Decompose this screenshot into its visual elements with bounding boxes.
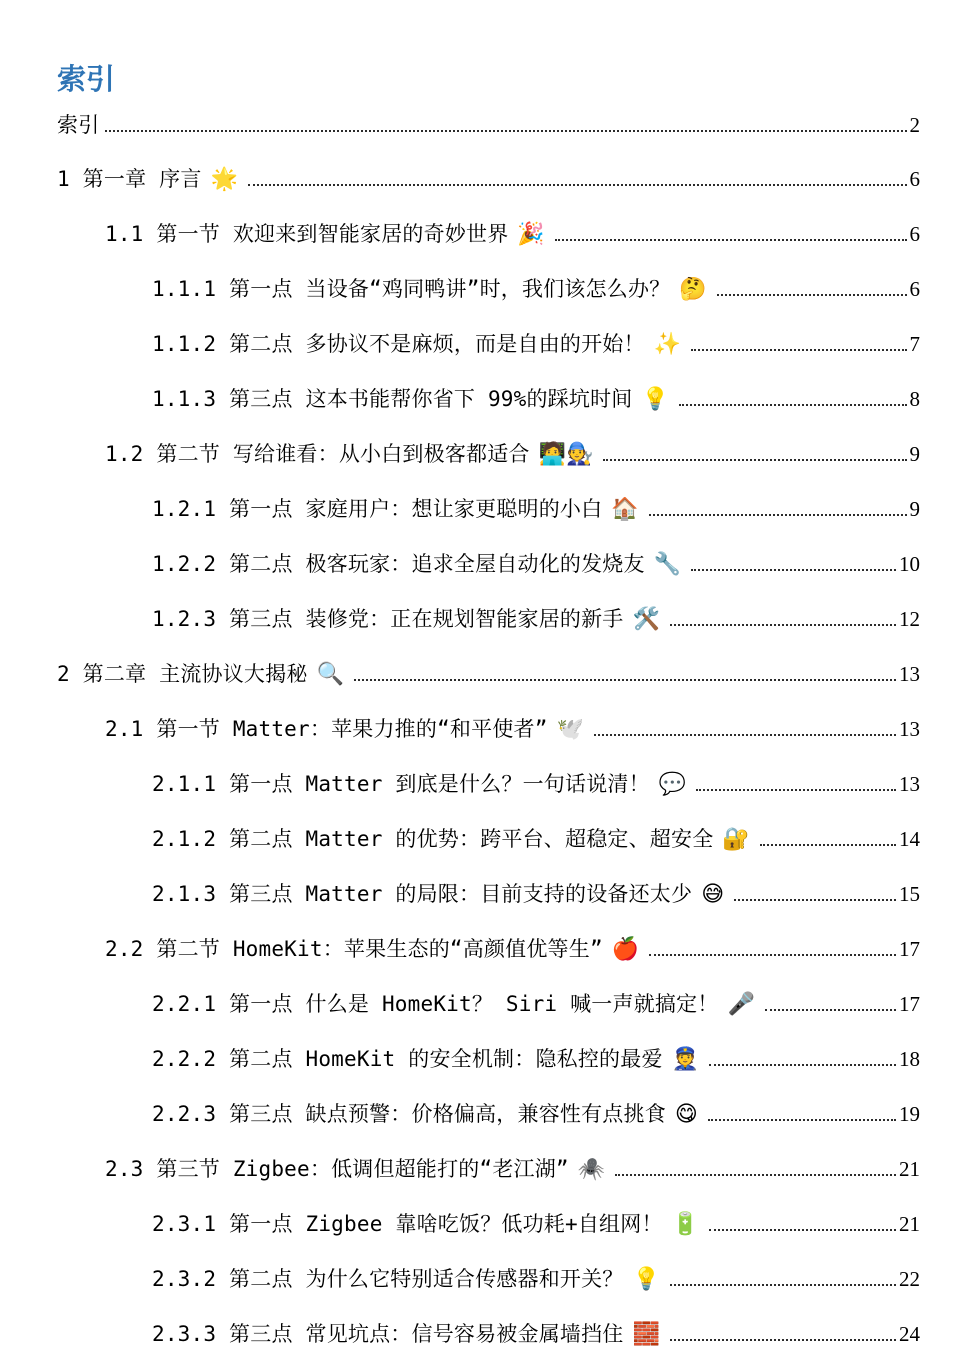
toc-entry[interactable] (57, 383, 920, 416)
toc-entry-emoji-icon: 💡 (641, 387, 669, 412)
toc-entry[interactable] (57, 1318, 920, 1351)
toc-entry-label[interactable]: 1.1.1 第一点 当设备“鸡同鸭讲”时，我们该怎么办？ (152, 277, 671, 301)
toc-entry-label[interactable]: 2.3 第三节 Zigbee：低调但超能打的“老江湖” (105, 1157, 569, 1181)
toc-entry-page-number[interactable]: 18 (899, 1047, 920, 1071)
toc-entry-emoji-icon: 🔐 (722, 827, 750, 852)
dot-leader (765, 1009, 896, 1011)
toc-entry-label[interactable]: 1 第一章 序言 (57, 167, 202, 191)
dot-leader (709, 1229, 896, 1231)
dot-leader (709, 1064, 896, 1066)
dot-leader (594, 734, 896, 736)
toc-entry-page-number[interactable]: 2 (909, 113, 920, 137)
toc-entry-page-number[interactable]: 13 (899, 717, 920, 741)
toc-entry-emoji-icon: 🔋 (671, 1212, 700, 1237)
dot-leader (734, 899, 896, 901)
dot-leader (670, 624, 896, 626)
toc-entry-label[interactable]: 1.2.3 第三点 装修党：正在规划智能家居的新手 (152, 607, 624, 631)
toc-entry-emoji-icon: 🕊️ (556, 717, 584, 742)
dot-leader (248, 184, 907, 186)
toc-entry-page-number[interactable]: 7 (909, 332, 920, 356)
toc-entry-page-number[interactable]: 15 (899, 882, 920, 906)
toc-entry-label[interactable]: 索引 (57, 113, 100, 137)
toc-entry-label[interactable]: 1.1.3 第三点 这本书能帮你省下 99%的踩坑时间 (152, 387, 633, 411)
toc-entry-label[interactable]: 1.1 第一节 欢迎来到智能家居的奇妙世界 (105, 222, 509, 246)
toc-entry-page-number[interactable]: 6 (909, 277, 920, 301)
dot-leader (696, 789, 896, 791)
toc-entry-page-number[interactable]: 24 (899, 1322, 920, 1346)
toc-entry-label[interactable]: 2.1.1 第一点 Matter 到底是什么？一句话说清！ (152, 772, 650, 796)
dot-leader (679, 404, 907, 406)
toc-entry-label[interactable]: 2.1 第一节 Matter：苹果力推的“和平使者” (105, 717, 548, 741)
toc-entry[interactable] (57, 878, 920, 911)
dot-leader (717, 294, 907, 296)
toc-entry[interactable] (57, 1208, 920, 1241)
dot-leader (354, 679, 896, 681)
toc-entry-label[interactable]: 2 第二章 主流协议大揭秘 (57, 662, 308, 686)
toc-entry-emoji-icon: 💡 (632, 1267, 660, 1292)
toc-entry-page-number[interactable]: 13 (899, 772, 920, 796)
toc-entry-label[interactable]: 1.1.2 第二点 多协议不是麻烦，而是自由的开始！ (152, 332, 645, 356)
toc-entry[interactable] (57, 438, 920, 471)
toc-entry-page-number[interactable]: 21 (899, 1157, 920, 1181)
toc-entry-emoji-icon: 😋 (674, 1102, 698, 1127)
toc-entry-page-number[interactable]: 6 (909, 222, 920, 246)
toc-entry-emoji-icon: 🍎 (611, 937, 640, 962)
toc-entry[interactable] (57, 493, 920, 526)
dot-leader (708, 1119, 896, 1121)
dot-leader (670, 1339, 896, 1341)
toc-entry-emoji-icon: 🎤 (727, 992, 755, 1017)
toc-entry[interactable] (57, 768, 920, 801)
toc-entry-page-number[interactable]: 13 (899, 662, 920, 686)
toc-entry-page-number[interactable]: 21 (899, 1212, 920, 1236)
dot-leader (603, 459, 906, 461)
toc-entry-label[interactable]: 2.2.2 第二点 HomeKit 的安全机制：隐私控的最爱 (152, 1047, 663, 1071)
toc-entry-page-number[interactable]: 8 (909, 387, 920, 411)
toc-entry-emoji-icon: 🔍 (316, 662, 344, 687)
dot-leader (649, 514, 907, 516)
dot-leader (649, 954, 896, 956)
toc-entry-emoji-icon: 🕷️ (577, 1157, 606, 1182)
toc-entry[interactable] (57, 1263, 920, 1296)
toc-entry-emoji-icon: 🤔 (679, 277, 707, 302)
toc-entry-label[interactable]: 2.1.3 第三点 Matter 的局限：目前支持的设备还太少 (152, 882, 693, 906)
toc-entry[interactable] (57, 218, 920, 251)
toc-entry-label[interactable]: 1.2 第二节 写给谁看：从小白到极客都适合 (105, 442, 530, 466)
toc-entry-label[interactable]: 2.3.1 第一点 Zigbee 靠啥吃饭？低功耗+自组网！ (152, 1212, 663, 1236)
toc-entry-page-number[interactable]: 14 (899, 827, 920, 851)
toc-entry-page-number[interactable]: 19 (899, 1102, 920, 1126)
toc-entry-emoji-icon: 🎉 (517, 222, 545, 247)
toc-entry-page-number[interactable]: 17 (899, 992, 920, 1016)
toc-entry-label[interactable]: 2.1.2 第二点 Matter 的优势：跨平台、超稳定、超安全 (152, 827, 714, 851)
toc-entry-page-number[interactable]: 10 (899, 552, 920, 576)
toc-entry-page-number[interactable]: 22 (899, 1267, 920, 1291)
toc-entry[interactable] (57, 988, 920, 1021)
dot-leader (691, 349, 906, 351)
toc-entry-label[interactable]: 2.3.2 第二点 为什么它特别适合传感器和开关？ (152, 1267, 624, 1291)
dot-leader (555, 239, 907, 241)
toc-entry-emoji-icon: 🌟 (210, 167, 238, 192)
toc-entry-page-number[interactable]: 12 (899, 607, 920, 631)
toc-entry-page-number[interactable]: 6 (909, 167, 920, 191)
toc-entry[interactable] (57, 823, 920, 856)
toc-entry-label[interactable]: 2.2.1 第一点 什么是 HomeKit？ Siri 喊一声就搞定！ (152, 992, 719, 1016)
dot-leader (615, 1174, 896, 1176)
toc-entry-label[interactable]: 1.2.1 第一点 家庭用户：想让家更聪明的小白 (152, 497, 603, 521)
toc-entry[interactable] (57, 603, 920, 636)
toc-entry-emoji-icon: 🏠 (611, 497, 639, 522)
toc-entry-emoji-icon: 🔧 (653, 552, 682, 577)
toc-entry-emoji-icon: 😅 (701, 882, 725, 907)
toc-entry-page-number[interactable]: 17 (899, 937, 920, 961)
toc-entry-label[interactable]: 2.2.3 第三点 缺点预警：价格偏高，兼容性有点挑食 (152, 1102, 666, 1126)
toc-entry-label[interactable]: 1.2.2 第二点 极客玩家：追求全屋自动化的发烧友 (152, 552, 645, 576)
toc-entry-page-number[interactable]: 9 (909, 497, 920, 521)
toc-entry[interactable] (57, 548, 920, 581)
dot-leader (670, 1284, 896, 1286)
toc-entry[interactable] (57, 109, 920, 141)
toc-entry-emoji-icon: 👮 (671, 1047, 700, 1072)
toc-entry[interactable] (57, 1098, 920, 1131)
dot-leader (691, 569, 896, 571)
toc-entry-emoji-icon: 🧑‍💻🧑‍🔧 (538, 442, 594, 467)
toc-entry[interactable] (57, 1043, 920, 1076)
toc-entry[interactable] (57, 328, 920, 361)
toc-entry[interactable] (57, 273, 920, 306)
toc-entry-page-number[interactable]: 9 (909, 442, 920, 466)
toc-entry-emoji-icon: 💬 (658, 772, 687, 797)
table-of-contents (57, 109, 920, 1351)
page-title: 索引 (57, 62, 116, 96)
toc-entry-emoji-icon: 🧱 (632, 1322, 660, 1347)
toc-entry-label[interactable]: 2.3.3 第三点 常见坑点：信号容易被金属墙挡住 (152, 1322, 624, 1346)
toc-entry[interactable] (57, 933, 920, 966)
toc-entry[interactable] (57, 713, 920, 746)
toc-entry[interactable] (57, 658, 920, 691)
toc-entry[interactable] (57, 1153, 920, 1186)
toc-entry[interactable] (57, 163, 920, 196)
dot-leader (760, 844, 896, 846)
toc-entry-label[interactable]: 2.2 第二节 HomeKit：苹果生态的“高颜值优等生” (105, 937, 603, 961)
toc-entry-emoji-icon: 🛠️ (632, 607, 660, 632)
dot-leader (105, 130, 906, 132)
toc-entry-emoji-icon: ✨ (653, 332, 682, 357)
